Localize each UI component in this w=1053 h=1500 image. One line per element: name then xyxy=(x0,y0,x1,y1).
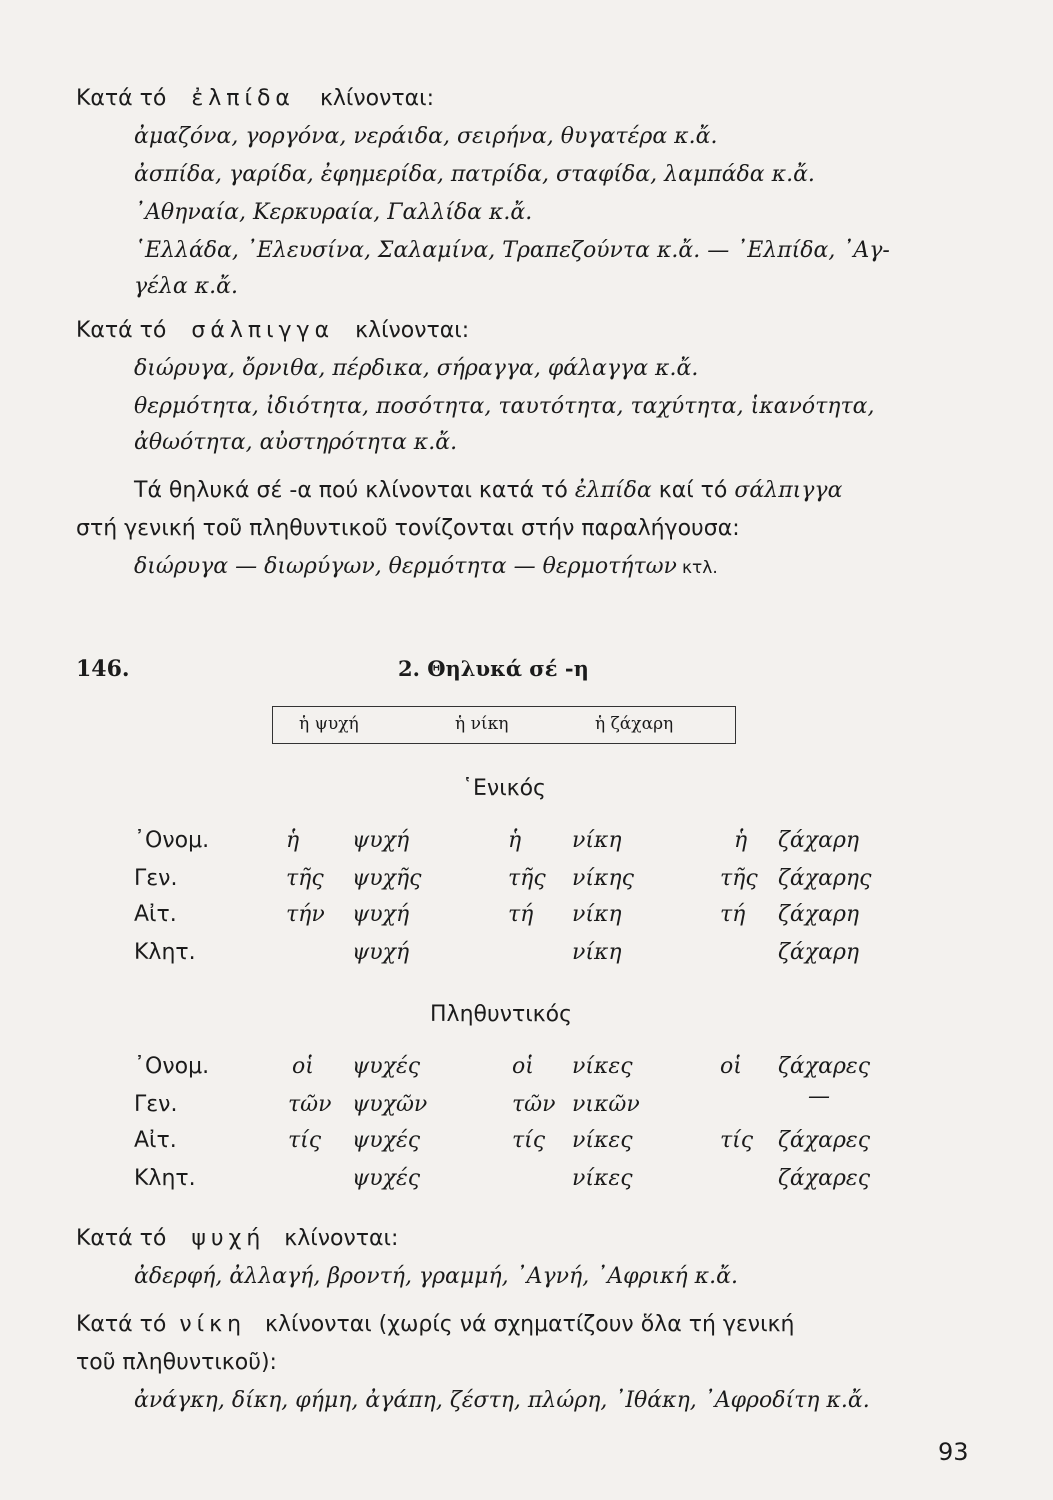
intro-suffix: κλίνονται (χωρίς νά σχηματίζουν ὅλα τή γενική xyxy=(265,1312,795,1337)
intro-prefix: Κατά τό xyxy=(76,1312,167,1337)
word: νίκες xyxy=(572,1166,633,1191)
models-box xyxy=(272,706,736,744)
intro-suffix: κλίνονται: xyxy=(355,318,470,343)
article: τή xyxy=(720,902,746,927)
case-label: ᾿Ονομ. xyxy=(134,828,210,853)
table-row xyxy=(0,828,1053,858)
note-line3 xyxy=(134,554,718,579)
note-text: καί τό xyxy=(658,478,728,503)
word: νίκες xyxy=(572,1128,633,1153)
word: ψυχές xyxy=(352,1054,421,1079)
case-label: Γεν. xyxy=(134,1092,178,1117)
section1-list3: ᾿Αθηναία, Κερκυραία, Γαλλίδα κ.ἄ. xyxy=(134,200,533,225)
article: τῶν xyxy=(288,1092,332,1117)
section1-list4: ῾Ελλάδα, ᾿Ελευσίνα, Σαλαμίνα, Τραπεζούντα κ.ἄ. — ᾿Ελπίδα, ᾿Αγ- xyxy=(134,238,890,263)
word: νίκη xyxy=(572,940,622,965)
article: τίς xyxy=(512,1128,546,1153)
article: τῶν xyxy=(512,1092,556,1117)
case-label: ᾿Ονομ. xyxy=(134,1054,210,1079)
section1-list1: ἀμαζόνα, γοργόνα, νεράιδα, σειρήνα, θυγατέρα κ.ἄ. xyxy=(134,124,718,149)
word: ψυχές xyxy=(352,1128,421,1153)
word: ζάχαρη xyxy=(778,828,860,853)
word: ψυχές xyxy=(352,1166,421,1191)
section3-intro xyxy=(76,1226,398,1251)
table-row xyxy=(0,1084,1053,1122)
article: οἱ xyxy=(720,1054,742,1079)
word: νίκη xyxy=(572,902,622,927)
article: τή xyxy=(508,902,534,927)
intro-prefix: Κατά τό xyxy=(76,86,167,111)
model-psyche: ἡ ψυχή xyxy=(299,714,359,734)
article: οἱ xyxy=(292,1054,314,1079)
intro-prefix: Κατά τό xyxy=(76,1226,167,1251)
model-word: ψυχή xyxy=(191,1226,266,1251)
intro-prefix: Κατά τό xyxy=(76,318,167,343)
word-dash: — xyxy=(808,1084,830,1109)
note-line2: στή γενική τοῦ πληθυντικοῦ τονίζονται στήν παραλήγουσα: xyxy=(76,516,740,541)
case-label: Αἰτ. xyxy=(134,1128,177,1153)
word: νίκη xyxy=(572,828,622,853)
article: ἡ xyxy=(734,828,748,853)
section1-list5: γέλα κ.ἄ. xyxy=(134,274,239,299)
word: ζάχαρης xyxy=(778,866,872,891)
word: ψυχή xyxy=(352,902,410,927)
article: τίς xyxy=(720,1128,754,1153)
section3-list1: ἀδερφή, ἀλλαγή, βροντή, γραμμή, ᾿Αγνή, ᾿Αφρική κ.ἄ. xyxy=(134,1264,738,1289)
article: οἱ xyxy=(512,1054,534,1079)
case-label: Κλητ. xyxy=(134,940,196,965)
section1-list2: ἀσπίδα, γαρίδα, ἐφημερίδα, πατρίδα, σταφίδα, λαμπάδα κ.ἄ. xyxy=(134,162,815,187)
section4-list1: ἀνάγκη, δίκη, φήμη, ἀγάπη, ζέστη, πλώρη, ᾿Ιθάκη, ᾿Αφροδίτη κ.ἄ. xyxy=(134,1388,870,1413)
note-etc: κτλ. xyxy=(682,558,718,578)
section1-intro xyxy=(76,86,434,111)
word: νίκες xyxy=(572,1054,633,1079)
table-row xyxy=(0,940,1053,970)
article: τίς xyxy=(288,1128,322,1153)
plural-title: Πληθυντικός xyxy=(430,1002,573,1027)
intro-suffix: κλίνονται: xyxy=(319,86,435,111)
model-nike: ἡ νίκη xyxy=(455,714,509,734)
word: ζάχαρη xyxy=(778,902,860,927)
article: τῆς xyxy=(508,866,546,891)
section4-line2: τοῦ πληθυντικοῦ): xyxy=(76,1350,277,1375)
section2-list2: θερμότητα, ἰδιότητα, ποσότητα, ταυτότητα, ταχύτητα, ἱκανότητα, xyxy=(134,394,875,419)
word: νικῶν xyxy=(572,1092,640,1117)
note-text: Τά θηλυκά σέ -α πού κλίνονται κατά τό xyxy=(134,478,568,503)
note-example: διώρυγα — διωρύγων, θερμότητα — θερμοτήτων xyxy=(134,554,677,579)
table-row xyxy=(0,1054,1053,1084)
article: τῆς xyxy=(286,866,324,891)
page-number: 93 xyxy=(938,1438,969,1466)
case-label: Αἰτ. xyxy=(134,902,177,927)
table-row xyxy=(0,1166,1053,1196)
model-word: ἐλπίδα xyxy=(191,86,295,111)
article: ἡ xyxy=(286,828,300,853)
case-label: Γεν. xyxy=(134,866,178,891)
word: ζάχαρες xyxy=(778,1166,871,1191)
word: νίκης xyxy=(572,866,634,891)
word: ζάχαρες xyxy=(778,1054,871,1079)
article: ἡ xyxy=(508,828,522,853)
word: ψυχή xyxy=(352,828,410,853)
word: ψυχῆς xyxy=(352,866,422,891)
note-line1 xyxy=(134,478,842,503)
singular-title: ῾Ενικός xyxy=(462,776,546,801)
model-zachari: ἡ ζάχαρη xyxy=(595,714,674,734)
table-row xyxy=(0,902,1053,932)
word: ψυχῶν xyxy=(352,1092,428,1117)
section2-list3: ἀθωότητα, αὐστηρότητα κ.ἄ. xyxy=(134,430,458,455)
section2-intro xyxy=(76,318,469,343)
section2-list1: διώρυγα, ὄρνιθα, πέρδικα, σήραγγα, φάλαγγα κ.ἄ. xyxy=(134,356,699,381)
section-number: 146. xyxy=(76,656,130,682)
intro-suffix: κλίνονται: xyxy=(284,1226,399,1251)
word: ζάχαρες xyxy=(778,1128,871,1153)
note-model-2: σάλπιγγα xyxy=(734,478,843,503)
article: τήν xyxy=(286,902,325,927)
table-row xyxy=(0,1128,1053,1158)
model-word: σάλπιγγα xyxy=(191,318,335,343)
table-row xyxy=(0,866,1053,896)
note-model-1: ἐλπίδα xyxy=(574,478,652,503)
case-label: Κλητ. xyxy=(134,1166,196,1191)
word: ψυχή xyxy=(352,940,410,965)
article: τῆς xyxy=(720,866,758,891)
section4-intro xyxy=(76,1312,794,1337)
word: ζάχαρη xyxy=(778,940,860,965)
model-word: νίκη xyxy=(179,1312,247,1337)
section-title: 2. Θηλυκά σέ -η xyxy=(398,656,589,681)
